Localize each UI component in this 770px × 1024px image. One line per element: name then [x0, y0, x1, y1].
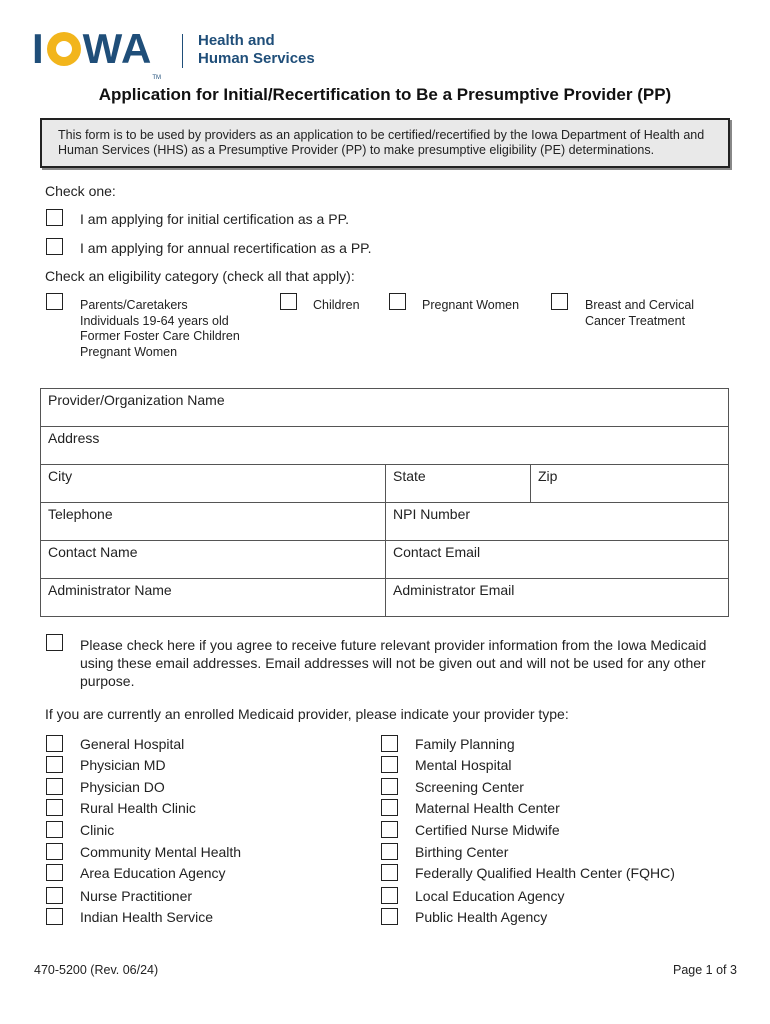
agency-name: [198, 32, 315, 68]
consent-line-1: Please check here if you agree to receive future relevant provider information from the Iowa Medicaid: [80, 637, 707, 653]
pregnant-women-label: Pregnant Women: [422, 298, 520, 312]
provider-type-left-label: Physician DO: [80, 779, 165, 795]
telephone-field[interactable]: Telephone: [41, 503, 386, 541]
children-label: Children: [313, 298, 360, 312]
provider-type-right-label: Federally Qualified Health Center (FQHC): [415, 865, 675, 881]
provider-type-right-checkbox[interactable]: [381, 908, 398, 925]
provider-type-right-checkbox[interactable]: [381, 821, 398, 838]
iowa-logo: [32, 25, 161, 81]
page-number: Page 1 of 3: [673, 963, 737, 977]
provider-type-left-label: Clinic: [80, 822, 115, 838]
provider-type-right-checkbox[interactable]: [381, 756, 398, 773]
provider-type-left-label: Rural Health Clinic: [80, 800, 196, 816]
breast-cervical-checkbox[interactable]: [551, 293, 568, 310]
provider-type-left-label: Physician MD: [80, 757, 166, 773]
eligibility-item: Pregnant Women: [80, 344, 178, 359]
provider-type-left-checkbox[interactable]: [46, 843, 63, 860]
zip-field[interactable]: Zip: [531, 465, 729, 503]
provider-type-right-label: Screening Center: [415, 779, 524, 795]
provider-type-right-label: Public Health Agency: [415, 909, 548, 925]
administrator-email-field[interactable]: Administrator Email: [386, 579, 729, 617]
recertification-checkbox[interactable]: [46, 238, 63, 255]
consent-checkbox[interactable]: [46, 634, 63, 651]
provider-name-field[interactable]: Provider/Organization Name: [41, 389, 729, 427]
provider-type-left-checkbox[interactable]: [46, 887, 63, 904]
city-field[interactable]: City: [41, 465, 386, 503]
provider-type-label: If you are currently an enrolled Medicaid provider, please indicate your provider type:: [45, 706, 569, 722]
provider-type-left-label: Area Education Agency: [80, 865, 226, 881]
contact-email-field[interactable]: Contact Email: [386, 541, 729, 579]
eligibility-label: Check an eligibility category (check all that apply):: [45, 268, 355, 284]
provider-type-right-checkbox[interactable]: [381, 864, 398, 881]
provider-type-right-label: Birthing Center: [415, 844, 509, 860]
provider-type-right-label: Local Education Agency: [415, 888, 565, 904]
recertification-label: I am applying for annual recertification as a PP.: [80, 240, 372, 256]
breast-cervical-line-1: Breast and Cervical: [585, 298, 695, 312]
consent-line-3: purpose.: [80, 673, 135, 689]
address-field[interactable]: Address: [41, 427, 729, 465]
provider-type-right-checkbox[interactable]: [381, 843, 398, 860]
provider-info-table: [40, 388, 729, 617]
agency-line-1: Health and: [198, 32, 275, 49]
initial-certification-checkbox[interactable]: [46, 209, 63, 226]
eligibility-group1: [80, 298, 240, 360]
children-checkbox[interactable]: [280, 293, 297, 310]
eligibility-item: Parents/Caretakers: [80, 298, 188, 312]
intro-line-1: This form is to be used by providers as an application to be certified/recertified by the Iowa Department of Health and: [58, 128, 705, 142]
consent-line-2: using these email addresses. Email addresses will not be given out and will not be used for any other: [80, 655, 706, 671]
provider-type-right-checkbox[interactable]: [381, 799, 398, 816]
breast-cervical-line-2: Cancer Treatment: [585, 313, 686, 328]
logo-letters-wa: WA: [82, 25, 153, 72]
provider-type-right-checkbox[interactable]: [381, 735, 398, 752]
provider-type-left-label: General Hospital: [80, 736, 185, 752]
logo-letter-i: I: [32, 25, 45, 72]
provider-type-right-checkbox[interactable]: [381, 887, 398, 904]
provider-type-left-label: Nurse Practitioner: [80, 888, 193, 904]
intro-box: [40, 118, 730, 168]
provider-type-right-label: Maternal Health Center: [415, 800, 560, 816]
provider-type-right-label: Certified Nurse Midwife: [415, 822, 560, 838]
provider-type-right-checkbox[interactable]: [381, 778, 398, 795]
parents-caretakers-checkbox[interactable]: [46, 293, 63, 310]
consent-text: [80, 636, 706, 690]
provider-type-left-checkbox[interactable]: [46, 735, 63, 752]
intro-line-2: Human Services (HHS) as a Presumptive Provider (PP) to make presumptive eligibility (PE) determinations.: [58, 143, 655, 157]
eligibility-item: Former Foster Care Children: [80, 329, 240, 343]
administrator-name-field[interactable]: Administrator Name: [41, 579, 386, 617]
breast-cervical-label: [585, 298, 694, 329]
eligibility-item: Individuals 19-64 years old: [80, 313, 229, 328]
provider-type-left-checkbox[interactable]: [46, 864, 63, 881]
form-number: 470-5200 (Rev. 06/24): [34, 963, 159, 977]
state-field[interactable]: State: [386, 465, 531, 503]
pregnant-women-checkbox[interactable]: [389, 293, 406, 310]
check-one-label: Check one:: [45, 183, 116, 199]
provider-type-left-checkbox[interactable]: [46, 908, 63, 925]
provider-type-right-label: Mental Hospital: [415, 757, 512, 773]
initial-certification-label: I am applying for initial certification as a PP.: [80, 211, 349, 227]
provider-type-left-checkbox[interactable]: [46, 799, 63, 816]
provider-type-left-label: Community Mental Health: [80, 844, 242, 860]
agency-line-2: Human Services: [198, 50, 315, 67]
provider-type-left-label: Indian Health Service: [80, 909, 214, 925]
provider-type-right-label: Family Planning: [415, 736, 515, 752]
npi-field[interactable]: NPI Number: [386, 503, 729, 541]
provider-type-left-checkbox[interactable]: [46, 778, 63, 795]
provider-type-left-checkbox[interactable]: [46, 756, 63, 773]
page-title: Application for Initial/Recertification to Be a Presumptive Provider (PP): [98, 85, 672, 104]
logo-divider: [182, 34, 183, 68]
provider-type-left-checkbox[interactable]: [46, 821, 63, 838]
contact-name-field[interactable]: Contact Name: [41, 541, 386, 579]
logo-trademark: TM: [152, 75, 161, 81]
logo-o-icon: [47, 32, 81, 66]
